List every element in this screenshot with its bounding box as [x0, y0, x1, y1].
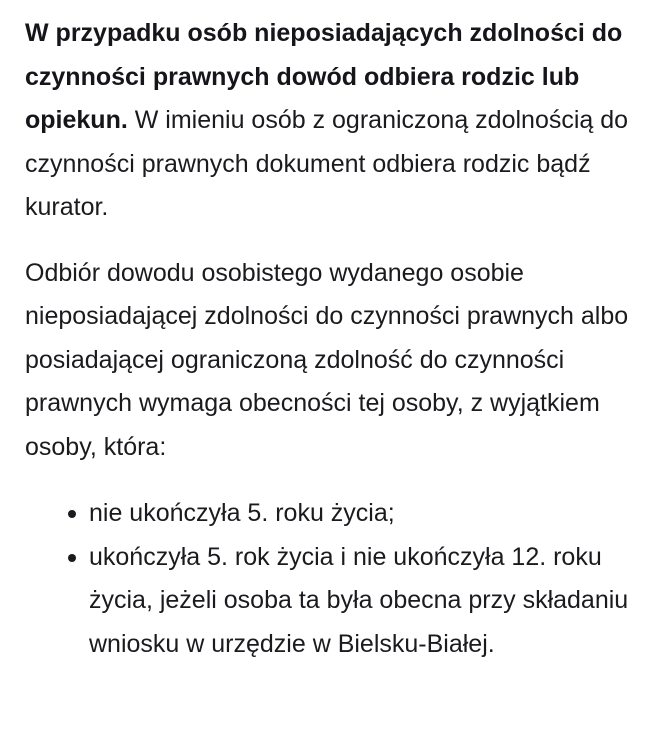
- paragraph-text: W imieniu osób z ograniczoną zdolnością do czynności prawnych dokument odbiera rodzic bądź kurator.: [25, 106, 629, 221]
- list-item: [89, 492, 649, 536]
- list-item-text: ukończyła 5. rok życia i nie ukończyła 12. roku życia, jeżeli osoba ta była obecna przy składaniu wniosku w urzędzie w Bielsku-Białej.: [89, 542, 629, 658]
- list-item-text: nie ukończyła 5. roku życia;: [89, 499, 395, 527]
- exceptions-list: [25, 492, 649, 666]
- bullet-icon: [68, 510, 76, 518]
- list-item: [89, 536, 649, 667]
- bold-lead-text: W przypadku osób nieposiadających zdolności do czynności prawnych dowód odbiera rodzic lub opiekun.: [25, 19, 623, 134]
- bullet-icon: [68, 554, 76, 562]
- paragraph-presence-requirement: Odbiór dowodu osobistego wydanego osobie nieposiadającej zdolności do czynności prawnych albo posiadającej ograniczoną zdolność do czynności prawnych wymaga obecności tej osoby, z wyjątkiem osoby, która:: [25, 258, 629, 461]
- paragraph-guardian-pickup: [25, 12, 649, 230]
